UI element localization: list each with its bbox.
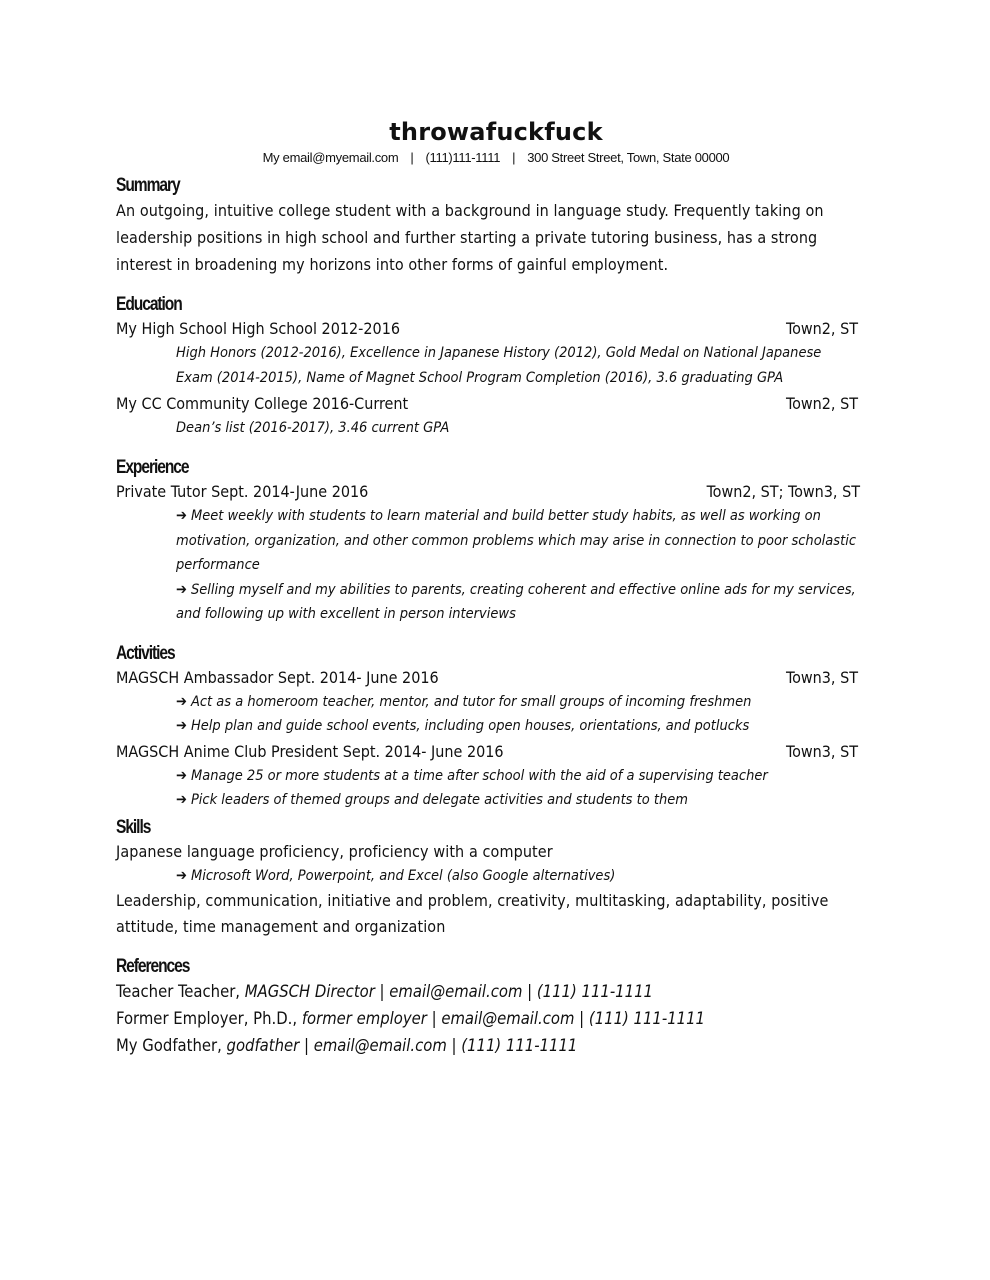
resume-page (116, 118, 876, 1075)
bullet-item (116, 714, 876, 739)
education-section (116, 294, 876, 441)
right-arrow-icon: ➔ (176, 792, 187, 808)
skills-section (116, 817, 876, 941)
reference-name: Teacher Teacher, (116, 982, 245, 1001)
reference-item: My Godfather, godfather | email@email.com | (111) 111-1111 (116, 1036, 578, 1055)
entry-title: MAGSCH Anime Club President Sept. 2014- June 2016 (116, 741, 504, 761)
references-heading: References (116, 956, 190, 977)
skills-heading: Skills (116, 816, 151, 838)
summary-text: An outgoing, intuitive college student with a background in language study. Frequently taking on leadership positions in high school and further starting a private tutoring business, has a strong interest in broadening my horizons into other forms of gainful employment. (116, 201, 824, 274)
experience-heading: Experience (116, 457, 189, 478)
reference-phone: (111) 111-1111 (536, 982, 653, 1001)
bullet-item (116, 788, 876, 813)
entry-location: Town3, ST (786, 741, 858, 761)
bullet-item (116, 764, 876, 789)
bullet-text: Selling myself and my abilities to parents, creating coherent and effective online ads for my services, and following up with excellent in person interviews (176, 581, 856, 622)
entry-detail: High Honors (2012-2016), Excellence in Japanese History (2012), Gold Medal on National Japanese (176, 345, 822, 361)
right-arrow-icon: ➔ (176, 581, 187, 598)
bullet-text: Act as a homeroom teacher, mentor, and tutor for small groups of incoming freshmen (190, 693, 752, 710)
activities-section (116, 643, 876, 813)
bullet-text: Meet weekly with students to learn material and build better study habits, as well as working on motivation, organization, and other common problems which may arise in connection to poor scholastic performance (176, 508, 856, 573)
right-arrow-icon: ➔ (176, 867, 187, 884)
right-arrow-icon: ➔ (176, 718, 187, 734)
reference-role: godfather (226, 1036, 300, 1055)
experience-entry (116, 479, 860, 504)
activity-entry (116, 739, 858, 764)
reference-name: Former Employer, Ph.D., (116, 1009, 302, 1028)
experience-section (116, 457, 876, 627)
activities-heading: Activities (116, 642, 175, 664)
bullet-item (116, 504, 876, 578)
entry-title: Private Tutor Sept. 2014-June 2016 (116, 482, 369, 501)
right-arrow-icon: ➔ (176, 693, 187, 710)
contact-separator: | (410, 150, 414, 165)
entry-title: My CC Community College 2016-Current (116, 394, 409, 413)
education-entry (116, 391, 858, 416)
skills-line: Leadership, communication, initiative and problem, creativity, multitasking, adaptability, positive attitude, time management and organization (116, 891, 829, 936)
entry-location: Town2, ST; Town3, ST (706, 482, 860, 501)
reference-email: email@email.com (441, 1009, 575, 1028)
bullet-item (116, 864, 876, 889)
reference-phone: (111) 111-1111 (461, 1036, 578, 1055)
entry-title: My High School High School 2012-2016 (116, 319, 400, 338)
contact-line (116, 150, 876, 165)
reference-phone: (111) 111-1111 (588, 1009, 705, 1028)
references-section (116, 956, 876, 1059)
reference-item: Teacher Teacher, MAGSCH Director | email@email.com | (111) 111-1111 (116, 982, 653, 1001)
right-arrow-icon: ➔ (176, 767, 187, 784)
resume-name: throwafuckfuck (389, 118, 603, 146)
bullet-item (116, 690, 876, 715)
entry-detail: Exam (2014-2015), Name of Magnet School Program Completion (2016), 3.6 graduating GPA (176, 370, 784, 386)
summary-section (116, 175, 876, 278)
bullet-text: Help plan and guide school events, including open houses, orientations, and potlucks (190, 718, 750, 734)
entry-detail: Dean’s list (2016-2017), 3.46 current GPA (176, 420, 450, 436)
reference-role: former employer (301, 1009, 427, 1028)
education-entry (116, 316, 858, 341)
contact-email: My email@myemail.com (262, 150, 399, 165)
reference-email: email@email.com (313, 1036, 447, 1055)
entry-location: Town2, ST (786, 394, 858, 413)
entry-title: MAGSCH Ambassador Sept. 2014- June 2016 (116, 667, 439, 687)
activity-entry (116, 665, 858, 690)
bullet-text: Microsoft Word, Powerpoint, and Excel (also Google alternatives) (190, 867, 616, 884)
reference-email: email@email.com (389, 982, 523, 1001)
bullet-text: Pick leaders of themed groups and delegate activities and students to them (190, 792, 688, 808)
reference-role: MAGSCH Director (244, 982, 375, 1001)
right-arrow-icon: ➔ (176, 508, 187, 524)
entry-location: Town2, ST (786, 319, 858, 338)
summary-heading: Summary (116, 175, 180, 196)
entry-location: Town3, ST (786, 667, 858, 687)
contact-phone: (111)111-1111 (425, 150, 501, 165)
skills-line: Japanese language proficiency, proficiency with a computer (116, 841, 553, 861)
reference-name: My Godfather, (116, 1036, 227, 1055)
bullet-item (116, 578, 876, 627)
reference-item: Former Employer, Ph.D., former employer | email@email.com | (111) 111-1111 (116, 1009, 705, 1028)
bullet-text: Manage 25 or more students at a time after school with the aid of a supervising teacher (190, 767, 768, 784)
contact-address: 300 Street Street, Town, State 00000 (527, 150, 730, 165)
education-heading: Education (116, 294, 182, 315)
contact-separator: | (512, 150, 516, 165)
